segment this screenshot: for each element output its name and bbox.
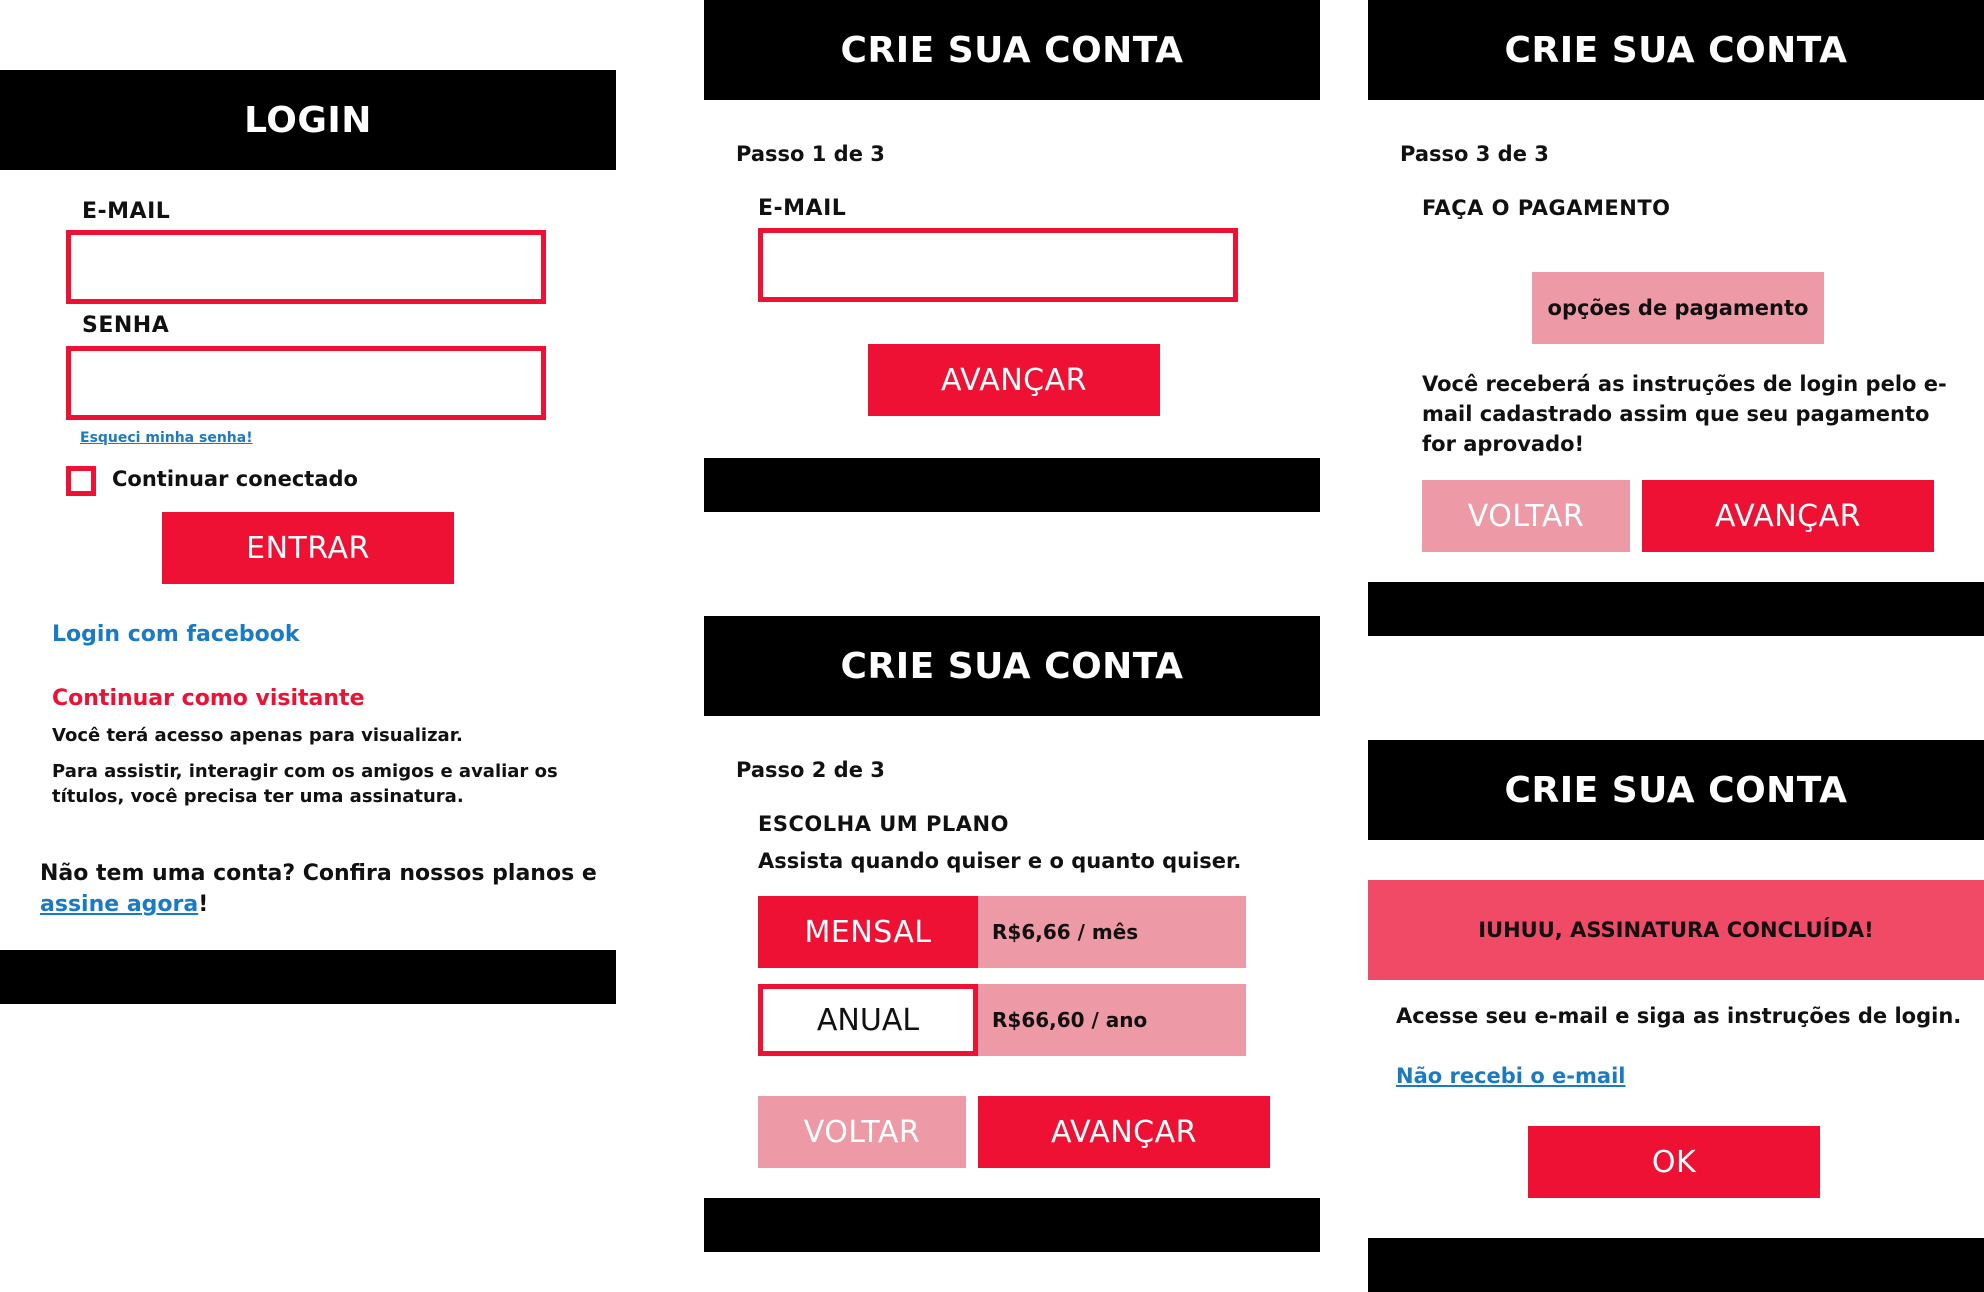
done-header [1368, 740, 1984, 840]
plan-annual-price [978, 984, 1246, 1056]
plan-annual-price-text: R$66,60 / ano [992, 1008, 1148, 1032]
step3-next-button[interactable] [1642, 480, 1934, 552]
payment-info: Você receberá as instruções de login pelo e-mail cadastrado assim que seu pagamento for aprovado! [1422, 372, 1947, 456]
step2-back-label: VOLTAR [803, 1114, 921, 1150]
plan-monthly-option[interactable] [758, 896, 978, 968]
done-info: Acesse seu e-mail e siga as instruções de login. [1396, 1004, 1962, 1028]
resend-email-link[interactable]: Não recebi o e-mail [1396, 1064, 1626, 1088]
step1-email-field[interactable] [758, 228, 1238, 302]
plan-monthly-price [978, 896, 1246, 968]
step1-footer-bar [704, 458, 1320, 512]
login-password-field[interactable] [66, 346, 546, 420]
success-banner [1368, 880, 1984, 980]
payment-options-label: opções de pagamento [1547, 296, 1809, 320]
remember-label: Continuar conectado [112, 467, 358, 491]
guest-link[interactable]: Continuar como visitante [52, 686, 365, 711]
login-footer-bar [0, 950, 616, 1004]
plan-annual-name: ANUAL [816, 1002, 920, 1038]
login-email-field[interactable] [66, 230, 546, 304]
guest-note: Você terá acesso apenas para visualizar. [52, 725, 463, 746]
signup-link[interactable]: assine agora [40, 892, 199, 917]
step1-next-button[interactable] [868, 344, 1160, 416]
step1-title: CRIE SUA CONTA [840, 29, 1184, 71]
plan-monthly-price-text: R$6,66 / mês [992, 920, 1139, 944]
step3-footer-bar [1368, 582, 1984, 636]
step2-next-label: AVANÇAR [1051, 1114, 1197, 1150]
ok-button-label: OK [1651, 1144, 1697, 1180]
done-footer-bar [1368, 1238, 1984, 1292]
enter-button[interactable] [162, 512, 454, 584]
step3-back-label: VOLTAR [1467, 498, 1585, 534]
step2-title: CRIE SUA CONTA [840, 645, 1184, 687]
step2-footer-bar [704, 1198, 1320, 1252]
login-title: LOGIN [244, 99, 372, 141]
login-email-label: E-MAIL [82, 199, 171, 224]
step3-indicator: Passo 3 de 3 [1400, 142, 1549, 166]
step2-header [704, 616, 1320, 716]
success-banner-text: IUHUU, ASSINATURA CONCLUÍDA! [1478, 918, 1874, 942]
done-title: CRIE SUA CONTA [1504, 769, 1848, 811]
plan-subheading: Assista quando quiser e o quanto quiser. [758, 849, 1242, 873]
forgot-password-link[interactable]: Esqueci minha senha! [80, 430, 253, 446]
signup-suffix: ! [198, 892, 209, 917]
step1-email-label: E-MAIL [758, 196, 847, 221]
payment-options-button[interactable] [1532, 272, 1824, 344]
step2-indicator: Passo 2 de 3 [736, 758, 885, 782]
signup-prefix: Não tem uma conta? Confira nossos planos e [40, 861, 597, 886]
enter-button-label: ENTRAR [246, 530, 370, 566]
facebook-login-link[interactable]: Login com facebook [52, 622, 300, 647]
step3-title: CRIE SUA CONTA [1504, 29, 1848, 71]
step3-next-label: AVANÇAR [1715, 498, 1861, 534]
step2-back-button[interactable] [758, 1096, 966, 1168]
payment-heading: FAÇA O PAGAMENTO [1422, 196, 1671, 220]
plan-heading: ESCOLHA UM PLANO [758, 812, 1009, 836]
signup-prompt [40, 858, 610, 920]
login-password-label: SENHA [82, 313, 170, 338]
ok-button[interactable] [1528, 1126, 1820, 1198]
plan-monthly-name: MENSAL [804, 914, 932, 950]
remember-checkbox[interactable] [66, 466, 96, 496]
step1-header [704, 0, 1320, 100]
step2-next-button[interactable] [978, 1096, 1270, 1168]
step1-indicator: Passo 1 de 3 [736, 142, 885, 166]
plan-annual-option[interactable] [758, 984, 978, 1056]
step3-header [1368, 0, 1984, 100]
step1-next-label: AVANÇAR [941, 362, 1087, 398]
step3-back-button[interactable] [1422, 480, 1630, 552]
login-header [0, 70, 616, 170]
guest-note-subscription: Para assistir, interagir com os amigos e avaliar os títulos, você precisa ter uma assinatura. [52, 761, 558, 807]
